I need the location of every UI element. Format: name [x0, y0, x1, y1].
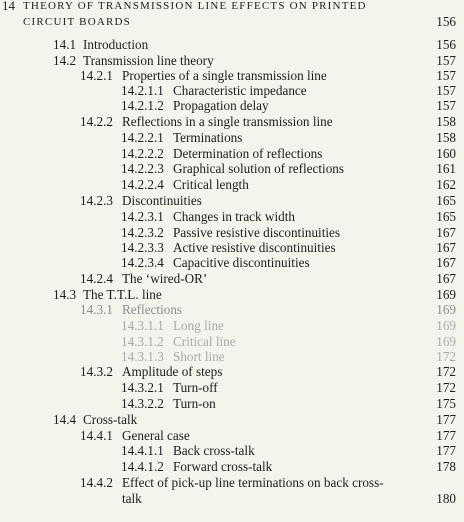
toc-entry: [0, 412, 464, 428]
toc-entry-title: Back cross-talk: [173, 443, 255, 458]
toc-entry-number: 14.3.1.2: [121, 334, 164, 349]
toc-entry-number: 14.1: [53, 37, 77, 52]
toc-entry-page: 165: [436, 209, 456, 224]
toc-entry: [0, 302, 464, 318]
toc-entry: [0, 83, 464, 99]
toc-entry-number: 14.2.1.1: [121, 83, 164, 98]
toc-entry-number: 14.3.2: [80, 364, 113, 379]
toc-entry-number: 14.4.1.2: [121, 459, 164, 474]
toc-entry: [0, 193, 464, 209]
toc-entry: [0, 334, 464, 350]
toc-entry: [0, 475, 464, 491]
toc-entry-page: 172: [436, 364, 456, 379]
toc-entry-page: 158: [436, 130, 456, 145]
chapter-title-line2: CIRCUIT BOARDS: [23, 16, 131, 28]
toc-entry: [0, 209, 464, 225]
toc-entry-title: Critical length: [173, 177, 249, 192]
toc-entry-title: Determination of reflections: [173, 146, 323, 161]
toc-entry: [0, 349, 464, 365]
toc-entry-page: 158: [436, 114, 456, 129]
toc-entry: [0, 491, 464, 507]
toc-entry-page: 157: [436, 68, 456, 83]
toc-entry: [0, 364, 464, 380]
toc-entry-number: 14.4: [53, 412, 77, 427]
toc-entry-number: 14.2.3.1: [121, 209, 164, 224]
toc-entry: [0, 271, 464, 287]
toc-entry-number: 14.2.2: [80, 114, 113, 129]
toc-entry: [0, 255, 464, 271]
chapter-number: 14: [2, 0, 15, 13]
toc-entry-page: 169: [436, 302, 456, 317]
toc-entry-page: 156: [436, 37, 456, 52]
toc-entry-number: 14.2.3: [80, 193, 113, 208]
toc-entry: [0, 161, 464, 177]
toc-entry-number: 14.4.1.1: [121, 443, 164, 458]
toc-entry-title: The ‘wired-OR’: [122, 271, 208, 286]
toc-entry-page: 178: [436, 459, 456, 474]
toc-entry: [0, 68, 464, 84]
toc-entry: [0, 177, 464, 193]
toc-entry-title: Passive resistive discontinuities: [173, 225, 341, 240]
toc-entry-number: 14.2.2.1: [121, 130, 164, 145]
toc-entry-page: 175: [436, 396, 456, 411]
toc-entry-title: Discontinuities: [122, 193, 202, 208]
toc-entry-title: Terminations: [173, 130, 243, 145]
toc-entry-number: 14.3.1.3: [121, 349, 164, 364]
toc-entry-page: 161: [436, 161, 456, 176]
toc-entry-number: 14.3.1.1: [121, 318, 164, 333]
toc-entry-number: 14.3.2.1: [121, 380, 164, 395]
toc-entry: [0, 240, 464, 256]
toc-entry-number: 14.2.1: [80, 68, 113, 83]
toc-entry-page: 167: [436, 240, 456, 255]
toc-entry-page: 167: [436, 225, 456, 240]
toc-entry-number: 14.4.2: [80, 475, 113, 490]
toc-entry-page: 157: [436, 98, 456, 113]
toc-entry: [0, 130, 464, 146]
toc-entry-title: Graphical solution of reflections: [173, 161, 345, 176]
toc-entry-page: 165: [436, 193, 456, 208]
toc-entry-title: Transmission line theory: [83, 53, 214, 68]
toc-entry-page: 167: [436, 255, 456, 270]
toc-entry-number: 14.2.2.3: [121, 161, 164, 176]
toc-entry-number: 14.2.3.4: [121, 255, 164, 270]
toc-entry: [0, 396, 464, 412]
toc-entry: [0, 53, 464, 69]
toc-entry-number: 14.4.1: [80, 428, 113, 443]
toc-entry-title: Short line: [173, 349, 225, 364]
toc-entry-title: Critical line: [173, 334, 236, 349]
toc-entry-title: Reflections in a single transmission line: [122, 114, 333, 129]
toc-entry-title: The T.T.L. line: [83, 287, 162, 302]
toc-entry-number: 14.2.2.2: [121, 146, 164, 161]
toc-entry-number: 14.2.3.3: [121, 240, 164, 255]
toc-entry-page: 177: [436, 443, 456, 458]
toc-entry-number: 14.3: [53, 287, 77, 302]
toc-entry-number: 14.2.3.2: [121, 225, 164, 240]
toc-entry-title: Introduction: [83, 37, 149, 52]
toc-entry-page: 169: [436, 287, 456, 302]
toc-entry-title: Forward cross-talk: [173, 459, 273, 474]
toc-entry-number: 14.2.4: [80, 271, 113, 286]
toc-entry-page: 157: [436, 83, 456, 98]
toc-entry-title: Active resistive discontinuities: [173, 240, 336, 255]
chapter-heading-line1: [0, 0, 464, 14]
toc-entry-page: 172: [436, 349, 456, 364]
toc-entry: [0, 428, 464, 444]
toc-entry-title: Long line: [173, 318, 224, 333]
toc-entry-page: 177: [436, 428, 456, 443]
toc-entry-page: 167: [436, 271, 456, 286]
toc-entry: [0, 225, 464, 241]
toc-entry: [0, 114, 464, 130]
chapter-heading-line2: [0, 14, 464, 30]
toc-entry: [0, 98, 464, 114]
toc-entry-number: 14.3.2.2: [121, 396, 164, 411]
toc-entry-page: 169: [436, 318, 456, 333]
toc-entry-page: 172: [436, 380, 456, 395]
toc-entry-title: Propagation delay: [173, 98, 269, 113]
toc-entry-title: Turn-off: [173, 380, 218, 395]
toc-entry: [0, 287, 464, 303]
toc-entry: [0, 37, 464, 53]
toc-entry-page: 177: [436, 412, 456, 427]
toc-entry: [0, 380, 464, 396]
toc-entry-title: Amplitude of steps: [122, 364, 223, 379]
chapter-title-line1: THEORY OF TRANSMISSION LINE EFFECTS ON PRINTED: [23, 0, 367, 12]
toc-entry-page: 180: [436, 491, 456, 506]
toc-entry-title: Changes in track width: [173, 209, 295, 224]
toc-entry-title: Effect of pick-up line terminations on back cross-: [122, 475, 384, 490]
toc-entry-title: Turn-on: [173, 396, 216, 411]
toc-entry-title: Reflections: [122, 302, 183, 317]
toc-entry: [0, 318, 464, 334]
toc-entry-title: Cross-talk: [83, 412, 138, 427]
toc-entry-title: Capacitive discontinuities: [173, 255, 310, 270]
toc-entry-number: 14.2.2.4: [121, 177, 164, 192]
toc-entry-title: Properties of a single transmission line: [122, 68, 327, 83]
toc-entry-page: 162: [436, 177, 456, 192]
toc-entry-title: Characteristic impedance: [173, 83, 307, 98]
toc-entry-page: 157: [436, 53, 456, 68]
toc-entry: [0, 146, 464, 162]
toc-entry-number: 14.2: [53, 53, 77, 68]
toc-entry: [0, 459, 464, 475]
toc-entry-page: 169: [436, 334, 456, 349]
toc-entry: [0, 443, 464, 459]
toc-entry-number: 14.2.1.2: [121, 98, 164, 113]
chapter-page-number: 156: [436, 14, 456, 29]
toc-entry-title: talk: [122, 491, 142, 506]
toc-entry-title: General case: [122, 428, 190, 443]
toc-entry-page: 160: [436, 146, 456, 161]
toc-entry-number: 14.3.1: [80, 302, 113, 317]
